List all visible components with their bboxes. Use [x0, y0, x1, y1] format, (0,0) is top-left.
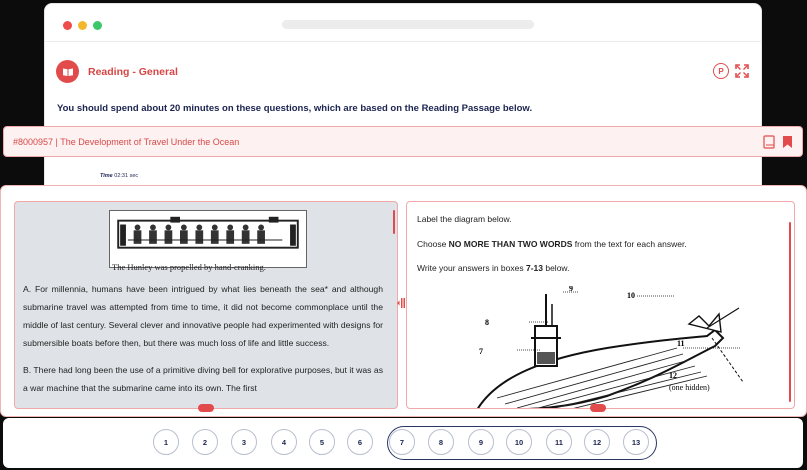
maximize-window-dot[interactable]: [93, 21, 102, 30]
pause-button[interactable]: P: [713, 63, 729, 79]
paragraph-b: B. There had long been the use of a primitive diving bell for explorative purposes, but it was as a war machine that the submarine came into its own. The first: [23, 365, 383, 393]
app-header: [45, 42, 761, 96]
reading-passage-pane[interactable]: [14, 201, 398, 409]
label-11: 11: [677, 339, 685, 348]
question-nav-button[interactable]: 13: [623, 429, 649, 455]
figure-caption: The Hunley was propelled by hand-cranking.: [112, 262, 266, 272]
question-nav-button[interactable]: 8: [428, 429, 454, 455]
label-one-hidden: (one hidden): [669, 383, 710, 392]
window-titlebar: [45, 4, 761, 42]
submarine-hunley-image: [109, 210, 307, 268]
question-nav-button[interactable]: 1: [153, 429, 179, 455]
label-7: 7: [479, 347, 483, 356]
question-nav-button[interactable]: 3: [231, 429, 257, 455]
question-nav-button[interactable]: 2: [192, 429, 218, 455]
question-nav-button[interactable]: 5: [309, 429, 335, 455]
q2-post: from the text for each answer.: [572, 239, 687, 249]
questions-pane[interactable]: [406, 201, 795, 409]
label-8: 8: [485, 318, 489, 327]
q3-pre: Write your answers in boxes: [417, 263, 526, 273]
question-navigation: [3, 418, 803, 468]
minimize-window-dot[interactable]: [78, 21, 87, 30]
left-pane-grip[interactable]: [198, 404, 214, 412]
submarine-diagram: [457, 286, 789, 409]
questions-scrollbar[interactable]: [789, 222, 791, 402]
book-logo-icon: [56, 60, 79, 83]
timer-value: 02:31 sec: [114, 173, 139, 179]
q3-post: below.: [542, 263, 570, 273]
label-9: 9: [569, 286, 573, 293]
browser-window: [44, 3, 762, 188]
paragraph-a: A. For millennia, humans have been intrigued by what lies beneath the sea* and although submarine travel was attempted from time to time, it did not become commonplace until the middle of last century. Several clever and innovative people had experimented with designs for submersible boats before then, but there was much loss of life and little success.: [23, 284, 383, 348]
passage-title-bar: [3, 126, 803, 157]
app-title: Reading - General: [88, 66, 178, 78]
notes-book-icon[interactable]: [763, 135, 775, 149]
q3-bold: 7-13: [525, 263, 543, 273]
question-nav-button[interactable]: 12: [584, 429, 610, 455]
right-pane-grip[interactable]: [590, 404, 606, 412]
question-nav-button[interactable]: 6: [347, 429, 373, 455]
question-nav-button[interactable]: 7: [389, 429, 415, 455]
passage-scrollbar[interactable]: [393, 210, 395, 234]
question-nav-button[interactable]: 4: [271, 429, 297, 455]
question-nav-button[interactable]: 11: [546, 429, 572, 455]
passage-title: #8000957 | The Development of Travel Under the Ocean: [13, 137, 240, 147]
passage-text: [23, 280, 383, 406]
timer-label: Time: [100, 173, 113, 179]
question-nav-button[interactable]: 9: [468, 429, 494, 455]
question-instruction-1: Label the diagram below.: [417, 214, 512, 224]
close-window-dot[interactable]: [63, 21, 72, 30]
q2-pre: Choose: [417, 239, 449, 249]
timer: [100, 173, 138, 179]
question-nav-button[interactable]: 10: [506, 429, 532, 455]
label-12: 12: [669, 371, 677, 380]
bookmark-icon[interactable]: [782, 135, 793, 149]
question-instruction-2: [417, 239, 687, 249]
fullscreen-icon[interactable]: [735, 64, 749, 78]
test-panel: [0, 185, 807, 417]
address-bar[interactable]: [282, 20, 534, 29]
instruction-text: You should spend about 20 minutes on these questions, which are based on the Reading Passage below.: [57, 103, 533, 114]
label-10: 10: [627, 291, 635, 300]
q2-bold: NO MORE THAN TWO WORDS: [448, 239, 573, 249]
question-instruction-3: [417, 263, 569, 273]
